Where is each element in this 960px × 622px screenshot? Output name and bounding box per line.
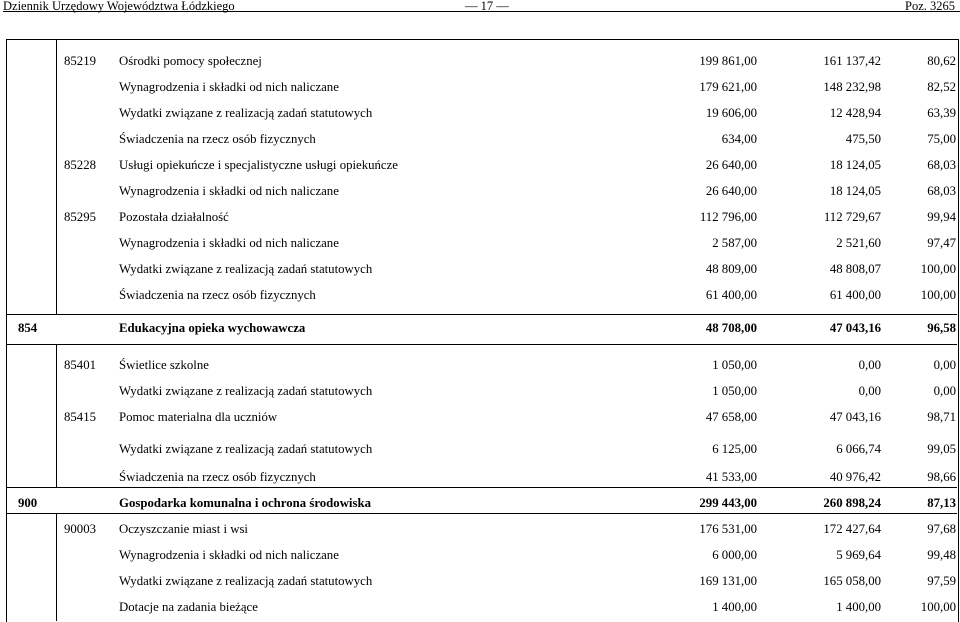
- page-header: [0, 0, 960, 18]
- row-description: Pozostała działalność: [119, 210, 229, 224]
- row-percent: 68,03: [927, 158, 956, 172]
- row-execution: 61 400,00: [829, 288, 881, 302]
- row-plan: 179 621,00: [699, 80, 757, 94]
- row-description: Wydatki związane z realizacją zadań statutowych: [119, 574, 373, 588]
- header-rule: [3, 11, 960, 12]
- row-description: Pomoc materialna dla uczniów: [119, 410, 278, 424]
- table-row: [0, 320, 960, 336]
- table-row: [0, 599, 960, 615]
- row-execution: 260 898,24: [823, 496, 881, 510]
- row-execution: 148 232,98: [823, 80, 881, 94]
- table-row: [0, 105, 960, 121]
- row-percent: 99,48: [927, 548, 956, 562]
- row-plan: 2 587,00: [712, 236, 757, 250]
- row-plan: 19 606,00: [705, 106, 757, 120]
- row-execution: 1 400,00: [836, 600, 881, 614]
- table-row: [0, 573, 960, 589]
- row-execution: 18 124,05: [829, 184, 881, 198]
- row-execution: 0,00: [858, 384, 881, 398]
- row-plan: 1 050,00: [712, 358, 757, 372]
- table-separator: [6, 314, 957, 315]
- row-execution: 2 521,60: [836, 236, 881, 250]
- row-percent: 0,00: [933, 384, 956, 398]
- row-plan: 299 443,00: [699, 496, 757, 510]
- table-row: [0, 547, 960, 563]
- table-row: [0, 357, 960, 373]
- row-percent: 82,52: [927, 80, 956, 94]
- row-code: 85219: [64, 54, 96, 68]
- table-separator: [6, 487, 957, 488]
- row-percent: 96,58: [927, 321, 956, 335]
- row-description: Oczyszczanie miast i wsi: [119, 522, 248, 536]
- row-plan: 26 640,00: [705, 184, 757, 198]
- table-row: [0, 53, 960, 69]
- row-description: Wydatki związane z realizacją zadań statutowych: [119, 106, 373, 120]
- row-description: Wynagrodzenia i składki od nich naliczane: [119, 80, 339, 94]
- row-percent: 99,94: [927, 210, 956, 224]
- page-number: — 17 —: [465, 0, 509, 13]
- row-percent: 97,68: [927, 522, 956, 536]
- row-percent: 87,13: [927, 496, 956, 510]
- row-percent: 97,47: [927, 236, 956, 250]
- row-percent: 100,00: [920, 288, 956, 302]
- row-description: Świadczenia na rzecz osób fizycznych: [119, 470, 316, 484]
- row-code: 85401: [64, 358, 96, 372]
- row-execution: 161 137,42: [823, 54, 881, 68]
- row-code: 85295: [64, 210, 96, 224]
- row-plan: 1 050,00: [712, 384, 757, 398]
- row-description: Gospodarka komunalna i ochrona środowiska: [119, 496, 371, 510]
- column-divider: [56, 513, 57, 621]
- row-plan: 634,00: [721, 132, 757, 146]
- row-description: Wynagrodzenia i składki od nich naliczane: [119, 548, 339, 562]
- table-row: [0, 183, 960, 199]
- row-execution: 0,00: [858, 358, 881, 372]
- row-percent: 98,66: [927, 470, 956, 484]
- row-description: Dotacje na zadania bieżące: [119, 600, 258, 614]
- row-description: Usługi opiekuńcze i specjalistyczne usługi opiekuńcze: [119, 158, 398, 172]
- row-execution: 172 427,64: [823, 522, 881, 536]
- row-plan: 26 640,00: [705, 158, 757, 172]
- row-description: Świadczenia na rzecz osób fizycznych: [119, 132, 316, 146]
- table-row: [0, 521, 960, 537]
- table-row: [0, 441, 960, 457]
- row-code: 900: [18, 496, 38, 510]
- table-row: [0, 469, 960, 485]
- table-row: [0, 157, 960, 173]
- row-plan: 1 400,00: [712, 600, 757, 614]
- row-description: Wydatki związane z realizacją zadań statutowych: [119, 384, 373, 398]
- row-execution: 165 058,00: [823, 574, 881, 588]
- row-execution: 475,50: [845, 132, 881, 146]
- row-execution: 12 428,94: [829, 106, 881, 120]
- journal-title: Dziennik Urzędowy Województwa Łódzkiego: [3, 0, 235, 13]
- position-number: Poz. 3265: [905, 0, 955, 13]
- row-percent: 100,00: [920, 600, 956, 614]
- row-percent: 97,59: [927, 574, 956, 588]
- table-row: [0, 495, 960, 511]
- row-percent: 100,00: [920, 262, 956, 276]
- table-row: [0, 409, 960, 425]
- row-description: Wydatki związane z realizacją zadań statutowych: [119, 442, 373, 456]
- row-percent: 75,00: [927, 132, 956, 146]
- table-separator: [6, 513, 957, 514]
- row-plan: 48 809,00: [705, 262, 757, 276]
- table-separator: [6, 344, 957, 345]
- row-code: 85228: [64, 158, 96, 172]
- row-description: Świadczenia na rzecz osób fizycznych: [119, 288, 316, 302]
- row-plan: 61 400,00: [705, 288, 757, 302]
- row-plan: 47 658,00: [705, 410, 757, 424]
- row-percent: 98,71: [927, 410, 956, 424]
- row-execution: 5 969,64: [836, 548, 881, 562]
- table-row: [0, 287, 960, 303]
- row-execution: 112 729,67: [823, 210, 881, 224]
- row-description: Edukacyjna opieka wychowawcza: [119, 321, 306, 335]
- table-row: [0, 235, 960, 251]
- row-percent: 99,05: [927, 442, 956, 456]
- row-execution: 47 043,16: [829, 321, 881, 335]
- row-execution: 18 124,05: [829, 158, 881, 172]
- row-code: 854: [18, 321, 38, 335]
- table-row: [0, 261, 960, 277]
- row-percent: 68,03: [927, 184, 956, 198]
- row-plan: 48 708,00: [705, 321, 757, 335]
- row-description: Ośrodki pomocy społecznej: [119, 54, 262, 68]
- table-row: [0, 131, 960, 147]
- column-divider: [56, 344, 57, 487]
- row-description: Wynagrodzenia i składki od nich naliczane: [119, 184, 339, 198]
- row-execution: 40 976,42: [829, 470, 881, 484]
- row-plan: 176 531,00: [699, 522, 757, 536]
- row-plan: 199 861,00: [699, 54, 757, 68]
- table-row: [0, 209, 960, 225]
- column-divider: [56, 39, 57, 314]
- row-plan: 6 000,00: [712, 548, 757, 562]
- row-percent: 63,39: [927, 106, 956, 120]
- row-execution: 47 043,16: [829, 410, 881, 424]
- row-description: Świetlice szkolne: [119, 358, 209, 372]
- row-description: Wynagrodzenia i składki od nich naliczane: [119, 236, 339, 250]
- row-code: 90003: [64, 522, 96, 536]
- table-row: [0, 383, 960, 399]
- row-plan: 41 533,00: [705, 470, 757, 484]
- row-code: 85415: [64, 410, 96, 424]
- row-percent: 80,62: [927, 54, 956, 68]
- row-plan: 169 131,00: [699, 574, 757, 588]
- row-description: Wydatki związane z realizacją zadań statutowych: [119, 262, 373, 276]
- row-execution: 48 808,07: [829, 262, 881, 276]
- row-plan: 112 796,00: [699, 210, 757, 224]
- row-plan: 6 125,00: [712, 442, 757, 456]
- table-row: [0, 79, 960, 95]
- row-percent: 0,00: [933, 358, 956, 372]
- row-execution: 6 066,74: [836, 442, 881, 456]
